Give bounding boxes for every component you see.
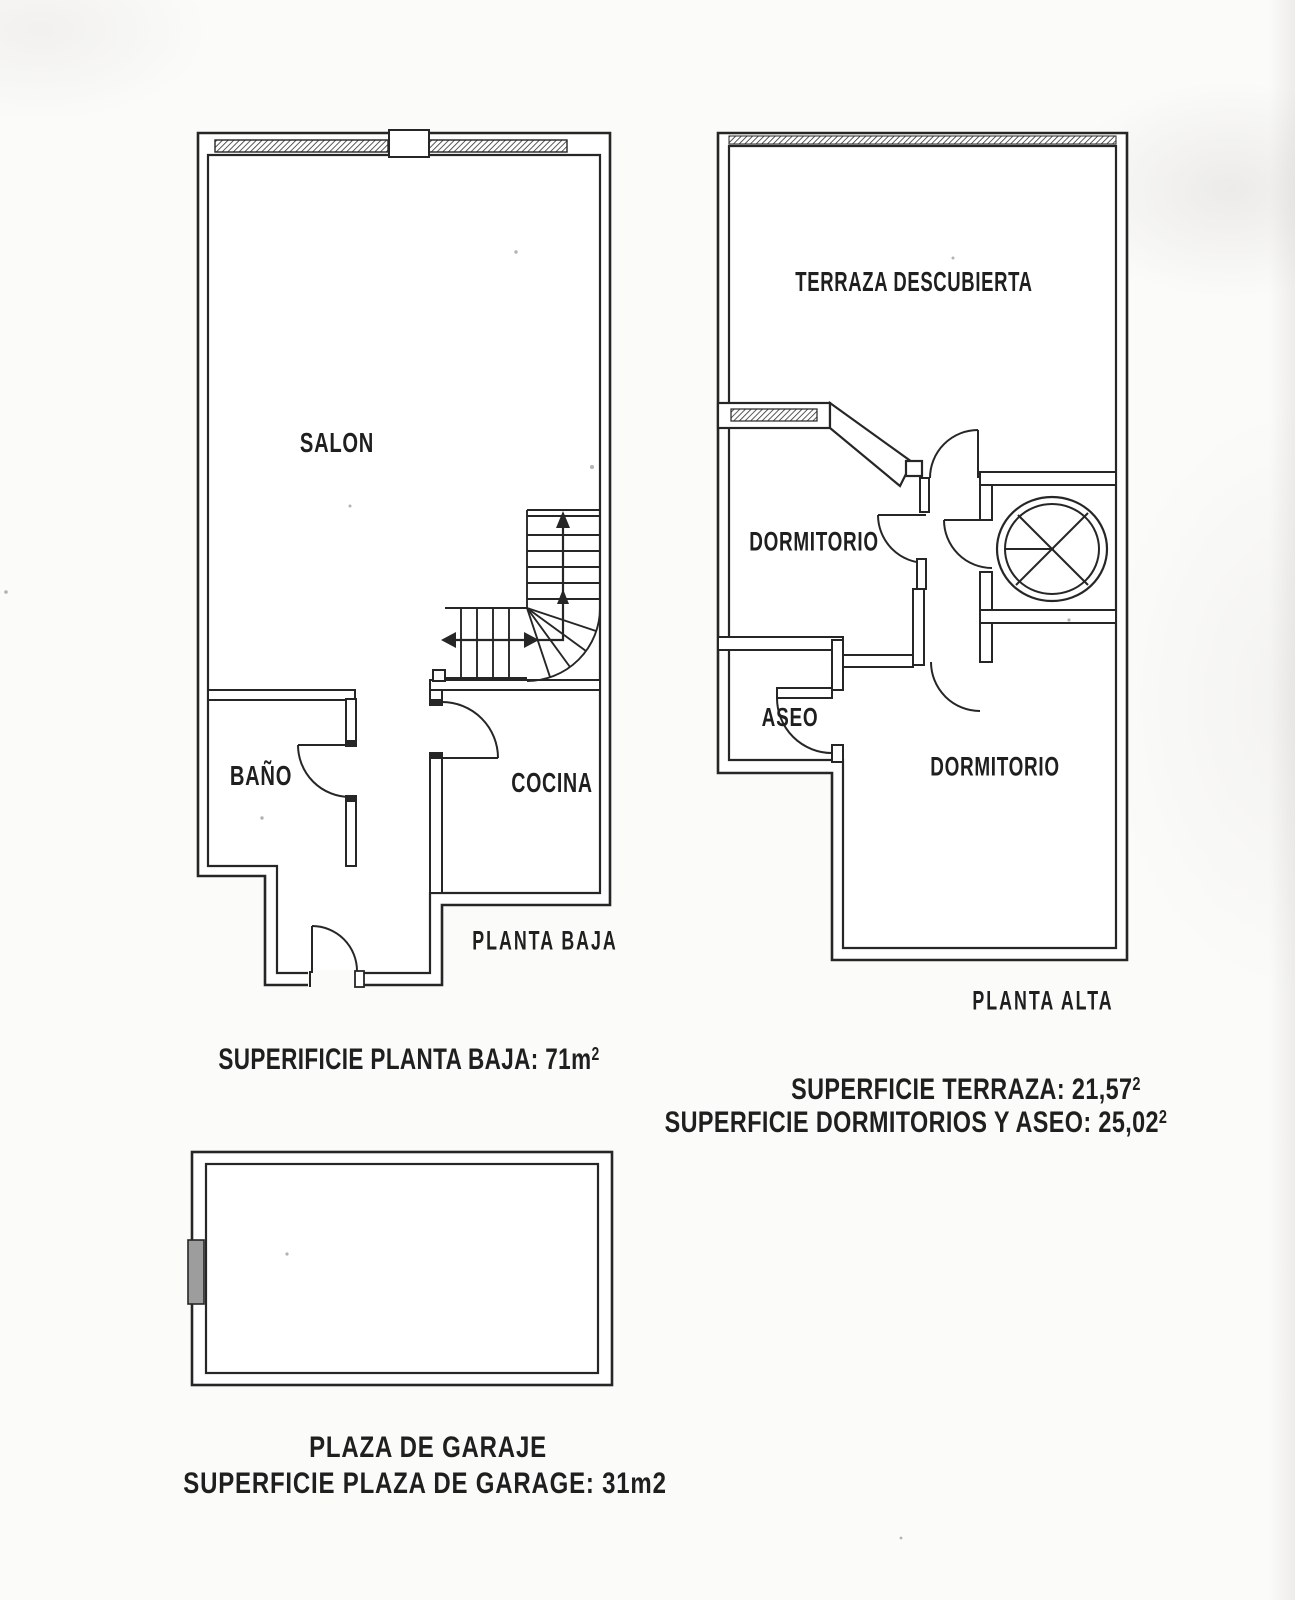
ground-floor-area-note: SUPERIFICIE PLANTA BAJA: $71m^2$ bbox=[218, 1042, 600, 1076]
dormitorio-back-label: DORMITORIO bbox=[930, 751, 1060, 782]
window-pier bbox=[389, 130, 429, 157]
dormitorio-front-label: DORMITORIO bbox=[749, 526, 879, 557]
upper-top-wall-texture bbox=[729, 136, 1116, 144]
ground-floor-inner-wall bbox=[208, 155, 600, 973]
door-jamb bbox=[906, 461, 922, 476]
terraza-area-note: SUPERFICIE TERRAZA: 21,57$^2$ bbox=[791, 1072, 1141, 1106]
superscript: 2 bbox=[1158, 1105, 1168, 1127]
planta-alta-label: PLANTA ALTA bbox=[972, 985, 1114, 1016]
salon-label: SALON bbox=[299, 427, 375, 458]
terraza-label: TERRAZA DESCUBIERTA bbox=[795, 266, 1033, 297]
garage-inner-wall bbox=[206, 1164, 598, 1373]
cocina-label: COCINA bbox=[511, 767, 593, 798]
garage-door bbox=[188, 1240, 204, 1304]
ground-floor-plan bbox=[198, 130, 610, 987]
planta-baja-label: PLANTA BAJA bbox=[472, 925, 618, 956]
aseo-label: ASEO bbox=[761, 702, 819, 732]
garage-title: PLAZA DE GARAJE bbox=[309, 1431, 547, 1464]
garage-plan bbox=[188, 1152, 612, 1385]
superscript: 2 bbox=[591, 1042, 600, 1064]
dormitorios-area-note: SUPERFICIE DORMITORIOS Y ASEO: 25,02$^2$ bbox=[664, 1105, 1168, 1139]
superscript: 2 bbox=[1132, 1072, 1141, 1094]
garage-area-note: SUPERFICIE PLAZA DE GARAGE: 31m2 bbox=[183, 1467, 667, 1500]
bano-label: BAÑO bbox=[229, 760, 293, 791]
